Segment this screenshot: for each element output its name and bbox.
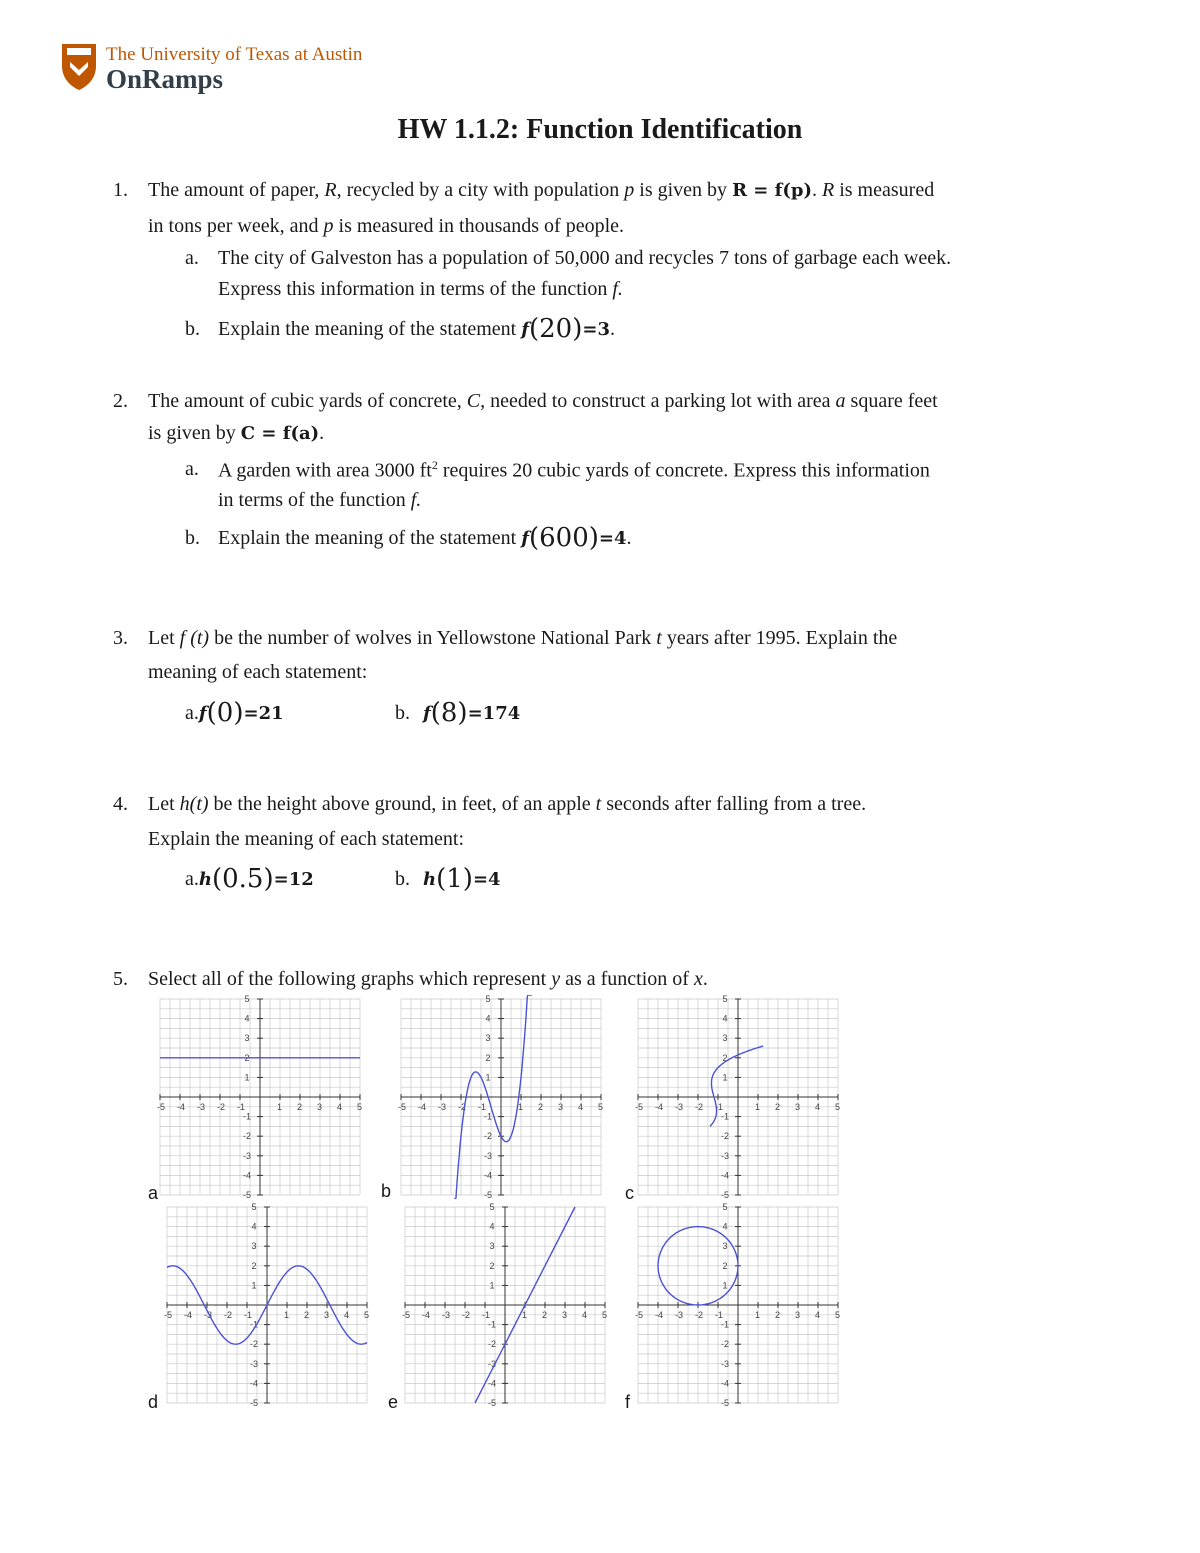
text: , recycled by a city with population: [336, 179, 625, 201]
text: is measured: [834, 179, 935, 201]
x-tick-label: 1: [755, 1102, 761, 1112]
y-tick-label: 5: [722, 995, 728, 1004]
equation: C = f(a): [240, 423, 320, 444]
x-tick-label: 1: [522, 1310, 528, 1320]
x-tick-label: -1: [244, 1310, 253, 1320]
equation: (8): [430, 698, 468, 728]
university-name: The University of Texas at Austin: [106, 44, 363, 65]
y-tick-label: 1: [722, 1280, 728, 1291]
equation: =4: [472, 869, 501, 890]
part-label: a.: [185, 458, 199, 480]
x-tick-label: -4: [655, 1310, 664, 1320]
y-tick-label: -1: [249, 1319, 259, 1330]
x-tick-label: -5: [157, 1102, 166, 1112]
part-label: b.: [395, 868, 410, 890]
y-tick-label: -4: [720, 1378, 730, 1389]
equation: h: [423, 869, 437, 890]
x-tick-label: 2: [304, 1310, 310, 1320]
x-tick-label: 4: [582, 1310, 588, 1320]
y-tick-label: 3: [489, 1241, 495, 1252]
x-tick-label: 3: [558, 1102, 564, 1112]
equation: (0): [206, 698, 244, 728]
x-tick-label: -5: [398, 1102, 407, 1112]
y-tick-label: -1: [720, 1319, 730, 1330]
equation: f: [521, 528, 529, 549]
x-tick-label: 4: [578, 1102, 584, 1112]
y-tick-label: 2: [485, 1052, 491, 1063]
text: .: [626, 527, 632, 549]
x-tick-label: 2: [542, 1310, 548, 1320]
y-tick-label: -3: [720, 1358, 730, 1369]
text: is measured in thousands of people.: [333, 215, 625, 237]
y-tick-label: 2: [251, 1260, 257, 1271]
equation: (20): [529, 314, 583, 344]
y-tick-label: -1: [242, 1111, 252, 1122]
y-tick-label: -5: [242, 1190, 252, 1199]
y-tick-label: 3: [251, 1241, 257, 1252]
y-tick-label: 5: [722, 1203, 728, 1212]
x-tick-label: -3: [442, 1310, 451, 1320]
y-tick-label: 4: [722, 1221, 728, 1232]
x-tick-label: -4: [418, 1102, 427, 1112]
equation: R = f(p): [732, 180, 812, 201]
y-tick-label: -2: [242, 1131, 252, 1142]
text: A garden with area 3000 ft: [218, 459, 432, 482]
text: requires 20 cubic yards of concrete. Express this information: [437, 459, 930, 482]
x-tick-label: 4: [815, 1102, 821, 1112]
x-tick-label: -5: [402, 1310, 411, 1320]
text: is given by: [148, 422, 241, 444]
graph-d: [162, 1203, 372, 1407]
y-tick-label: 4: [485, 1013, 491, 1024]
y-tick-label: -5: [249, 1398, 259, 1407]
graph-c: [633, 995, 843, 1199]
var: C: [466, 390, 481, 412]
y-tick-label: -2: [487, 1339, 497, 1350]
equation: f: [423, 703, 431, 724]
x-tick-label: -3: [675, 1310, 684, 1320]
text: .: [812, 179, 822, 201]
x-tick-label: 5: [602, 1310, 608, 1320]
y-tick-label: -4: [483, 1170, 493, 1181]
y-tick-label: 5: [244, 995, 250, 1004]
question-number: 4.: [113, 793, 128, 815]
y-tick-label: 1: [485, 1072, 491, 1083]
x-tick-label: 3: [324, 1310, 330, 1320]
y-tick-label: 3: [722, 1241, 728, 1252]
x-tick-label: -2: [462, 1310, 471, 1320]
x-tick-label: 3: [562, 1310, 568, 1320]
x-tick-label: -4: [655, 1102, 664, 1112]
y-tick-label: 4: [722, 1013, 728, 1024]
x-tick-label: 3: [317, 1102, 323, 1112]
x-tick-label: 4: [815, 1310, 821, 1320]
y-tick-label: 3: [485, 1033, 491, 1044]
x-tick-label: -3: [675, 1102, 684, 1112]
question-text-2: [148, 422, 324, 445]
y-tick-label: -4: [249, 1378, 259, 1389]
question-number: 1.: [113, 179, 128, 201]
y-tick-label: 4: [489, 1221, 495, 1232]
question-text: [148, 968, 708, 991]
graph-label-d: d: [148, 1392, 159, 1412]
part-a-text: The city of Galveston has a population of 50,000 and recycles 7 tons of garbage each week.: [218, 247, 952, 269]
var: p: [323, 215, 334, 237]
text: .: [319, 422, 325, 444]
y-tick-label: 5: [251, 1203, 257, 1212]
graph-a: [155, 995, 365, 1199]
y-tick-label: -2: [483, 1131, 493, 1142]
text: is given by: [634, 179, 733, 201]
text: in terms of the function: [218, 489, 411, 511]
equation: f: [521, 319, 529, 340]
text: Explain the meaning of the statement: [218, 527, 522, 549]
y-tick-label: -3: [720, 1150, 730, 1161]
y-tick-label: -3: [483, 1150, 493, 1161]
y-tick-label: -2: [720, 1131, 730, 1142]
text: Select all of the following graphs which represent: [148, 968, 552, 990]
var: y: [551, 968, 561, 990]
question-text-2: meaning of each statement:: [148, 661, 368, 683]
y-tick-label: -5: [483, 1190, 493, 1199]
graph-b: [396, 995, 606, 1199]
x-tick-label: 1: [277, 1102, 283, 1112]
part-a-text: [185, 864, 314, 894]
equation: (0.5): [211, 864, 274, 894]
y-tick-label: -4: [242, 1170, 252, 1181]
text: seconds after falling from a tree.: [601, 793, 867, 815]
equation: h: [198, 869, 212, 890]
var: h(t): [179, 793, 209, 815]
y-tick-label: -3: [242, 1150, 252, 1161]
x-tick-label: -4: [177, 1102, 186, 1112]
y-tick-label: 1: [489, 1280, 495, 1291]
y-tick-label: -3: [487, 1358, 497, 1369]
x-tick-label: -4: [422, 1310, 431, 1320]
question-text: [148, 179, 934, 202]
y-tick-label: 5: [485, 995, 491, 1004]
x-tick-label: 2: [775, 1102, 781, 1112]
x-tick-label: -2: [695, 1102, 704, 1112]
text: .: [609, 318, 615, 340]
y-tick-label: 4: [251, 1221, 257, 1232]
part-b-text: [423, 864, 501, 894]
x-tick-label: -2: [224, 1310, 233, 1320]
y-tick-label: -4: [720, 1170, 730, 1181]
y-tick-label: -5: [720, 1398, 730, 1407]
text: years after 1995. Explain the: [661, 627, 898, 649]
part-b-text: [218, 523, 632, 553]
part-label: b.: [185, 527, 200, 549]
x-tick-label: -1: [715, 1310, 724, 1320]
equation: =174: [467, 703, 521, 724]
y-tick-label: 1: [251, 1280, 257, 1291]
x-tick-label: -3: [197, 1102, 206, 1112]
x-tick-label: 3: [795, 1102, 801, 1112]
part-a-text-2: [218, 489, 421, 512]
text: Explain the meaning of the statement: [218, 318, 522, 340]
onramps-logo: [60, 42, 363, 98]
page-title: HW 1.1.2: Function Identification: [397, 114, 803, 145]
x-tick-label: -2: [217, 1102, 226, 1112]
x-tick-label: -5: [635, 1310, 644, 1320]
x-tick-label: -1: [237, 1102, 246, 1112]
question-text: [148, 390, 938, 413]
part-label: a.: [185, 868, 199, 890]
x-tick-label: 4: [344, 1310, 350, 1320]
var: R: [324, 179, 337, 201]
x-tick-label: 5: [364, 1310, 370, 1320]
x-tick-label: -1: [715, 1102, 724, 1112]
y-tick-label: 1: [244, 1072, 250, 1083]
x-tick-label: -5: [164, 1310, 173, 1320]
var: t: [656, 627, 662, 649]
part-a-text: [218, 458, 930, 483]
y-tick-label: 4: [244, 1013, 250, 1024]
x-tick-label: 5: [357, 1102, 363, 1112]
part-b-text: [218, 314, 615, 344]
y-tick-label: 2: [722, 1052, 728, 1063]
x-tick-label: 2: [538, 1102, 544, 1112]
x-tick-label: -3: [204, 1310, 213, 1320]
text: .: [702, 968, 708, 990]
y-tick-label: -1: [487, 1319, 497, 1330]
x-tick-label: 2: [775, 1310, 781, 1320]
question-text: [148, 627, 897, 650]
x-tick-label: -3: [438, 1102, 447, 1112]
equation: =3: [582, 319, 610, 340]
var: t: [595, 793, 602, 815]
x-tick-label: 5: [835, 1102, 841, 1112]
graph-label-e: e: [388, 1392, 399, 1412]
part-label: a.: [185, 702, 199, 724]
x-tick-label: 5: [598, 1102, 604, 1112]
x-tick-label: 1: [755, 1310, 761, 1320]
x-tick-label: -4: [184, 1310, 193, 1320]
question-number: 3.: [113, 627, 128, 649]
text: be the height above ground, in feet, of an apple: [208, 793, 596, 815]
graph-label-f: f: [625, 1392, 631, 1412]
var: f.: [612, 278, 623, 300]
part-label: a.: [185, 247, 199, 269]
text: Express this information in terms of the function: [218, 278, 613, 300]
y-tick-label: -1: [720, 1111, 730, 1122]
y-tick-label: 2: [722, 1260, 728, 1271]
y-tick-label: 2: [244, 1052, 250, 1063]
question-text: [148, 793, 866, 816]
var: p: [624, 179, 635, 201]
y-tick-label: -5: [720, 1190, 730, 1199]
text: The amount of paper,: [148, 179, 325, 201]
part-a-text-2: [218, 278, 623, 301]
ut-shield-icon: [60, 42, 98, 92]
text: The amount of cubic yards of concrete,: [148, 390, 467, 412]
y-tick-label: -5: [487, 1398, 497, 1407]
x-tick-label: 1: [518, 1102, 524, 1112]
text: be the number of wolves in Yellowstone National Park: [209, 627, 657, 649]
x-tick-label: 1: [284, 1310, 290, 1320]
y-tick-label: -2: [249, 1339, 259, 1350]
y-tick-label: 2: [489, 1260, 495, 1271]
equation: (1): [436, 864, 473, 894]
y-tick-label: -2: [720, 1339, 730, 1350]
part-label: b.: [395, 702, 410, 724]
part-a-text: [185, 698, 284, 728]
y-tick-label: 5: [489, 1203, 495, 1212]
x-tick-label: -1: [478, 1102, 487, 1112]
graph-e: [400, 1203, 610, 1407]
x-tick-label: 2: [297, 1102, 303, 1112]
var: x: [693, 968, 703, 990]
text: in tons per week, and: [148, 215, 324, 237]
equation: =4: [598, 528, 627, 549]
x-tick-label: -2: [695, 1310, 704, 1320]
equation: =12: [273, 869, 314, 890]
var: f (t): [179, 627, 210, 649]
graph-f: [633, 1203, 843, 1407]
text: as a function of: [560, 968, 694, 990]
equation: f: [198, 703, 207, 724]
var: f.: [410, 489, 422, 511]
y-tick-label: -3: [249, 1358, 259, 1369]
x-tick-label: -2: [458, 1102, 467, 1112]
graph-label-a: a: [148, 1183, 159, 1203]
y-tick-label: -1: [483, 1111, 493, 1122]
question-text-2: Explain the meaning of each statement:: [148, 828, 464, 850]
var: a: [835, 390, 846, 412]
text: square feet: [845, 390, 938, 412]
x-tick-label: -5: [635, 1102, 644, 1112]
program-name: OnRamps: [106, 64, 224, 94]
part-label: b.: [185, 318, 200, 340]
graph-label-c: c: [625, 1183, 634, 1203]
y-tick-label: -4: [487, 1378, 497, 1389]
text: Let: [148, 793, 180, 815]
y-tick-label: 1: [722, 1072, 728, 1083]
text: Let: [148, 627, 180, 649]
y-tick-label: 3: [244, 1033, 250, 1044]
question-text-2: [148, 215, 624, 238]
var: R: [822, 179, 835, 201]
y-tick-label: 3: [722, 1033, 728, 1044]
question-number: 2.: [113, 390, 128, 412]
part-b-text: [423, 698, 520, 728]
x-tick-label: 3: [795, 1310, 801, 1320]
x-tick-label: 4: [337, 1102, 343, 1112]
graph-label-b: b: [381, 1181, 392, 1201]
x-tick-label: 5: [835, 1310, 841, 1320]
superscript: 2: [431, 458, 438, 472]
equation: =21: [243, 703, 284, 724]
equation: (600): [529, 523, 599, 553]
x-tick-label: -1: [482, 1310, 491, 1320]
text: , needed to construct a parking lot with area: [480, 390, 836, 412]
question-number: 5.: [113, 968, 128, 990]
